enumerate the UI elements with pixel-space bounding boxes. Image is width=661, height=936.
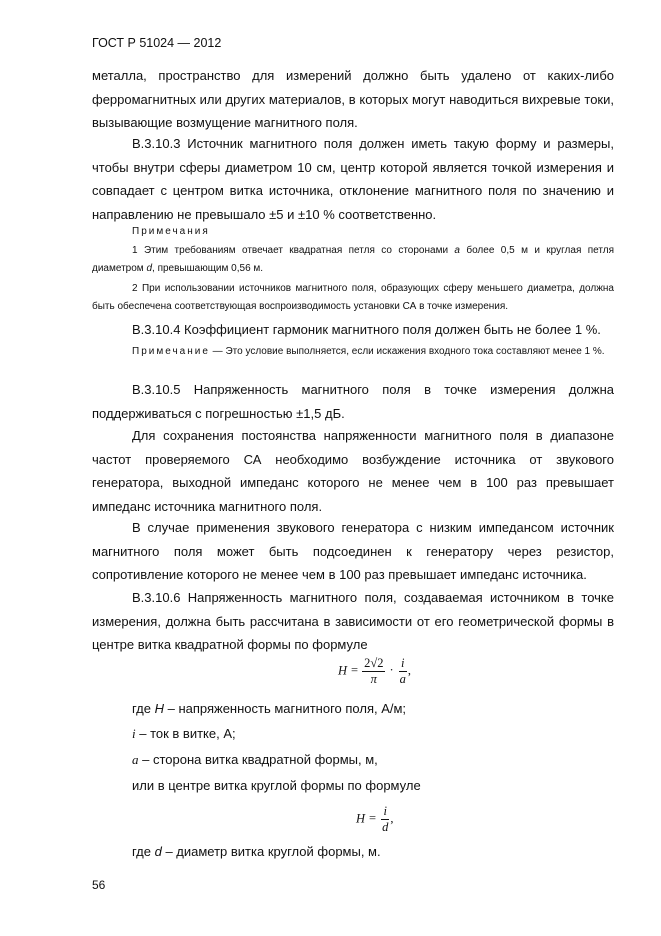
or-round-loop: или в центре витка круглой формы по формуле [132,778,421,793]
formula1-den1: π [370,672,377,686]
where-h [92,697,614,721]
where-h-symbol: H [154,701,164,716]
notes-heading: Примечания [132,226,210,237]
note-1-text-b: более 0,5 м и круглая петля диаметром [92,245,614,274]
where-a [92,748,614,772]
formula1-num2: i [401,656,405,670]
where-h-text: – напряженность магнитного поля, А/м; [163,701,407,716]
where-a-symbol: a [132,752,139,767]
intro-paragraph: металла, пространство для измерений должно быть удалено от каких-либо ферромагнитных или других материалов, в которых могут наводиться вихревые токи, вызывающие возмущение магнитного поля. [92,68,614,130]
formula1-dot: · [389,663,394,678]
formula2-frac [380,804,390,835]
note-1-var-d: d [146,263,153,274]
note-2: 2 При использовании источников магнитного поля, образующих сферу меньшего диаметра, должна быть обеспечена соответствующая воспроизводимость установки СА в точке измерения. [92,283,614,312]
formula2-num: i [383,804,387,818]
formula1-frac2 [398,656,408,687]
formula-square-loop [338,656,411,687]
where-i-symbol: i [132,726,136,741]
page-number: 56 [92,878,106,892]
note-3-label: Примечание [132,346,210,357]
formula2-tail: , [390,811,394,826]
where-d-text: – диаметр витка круглой формы, м. [161,844,381,859]
page-header: ГОСТ Р 51024 — 2012 [92,36,222,50]
note-1 [92,242,614,278]
formula2-den: d [382,820,389,834]
formula2-eq: = [369,811,377,826]
formula1-lhs: H [338,663,348,678]
note-1-text-c: , превышающим 0,56 м. [152,263,264,274]
formula1-num1: 2√2 [364,656,384,670]
where-i [92,722,614,746]
note-3 [92,343,614,361]
where-a-text: – сторона витка квадратной формы, м, [138,752,378,767]
paragraph-b3103: В.3.10.3 Источник магнитного поля должен иметь такую форму и размеры, чтобы внутри сферы диаметром 10 см, центр которой является точкой измерения и совпадает с центром витка источника, отклонение магнитного поля по значению и направлению не превышало ±5 и ±10 % соответственно. [92,136,614,222]
paragraph-generator: В случае применения звукового генератора с низким импедансом источник магнитного поля может быть подсоединен к генератору через резистор, сопротивление которого не менее чем в 100 раз превышает импеданс источника. [92,520,614,582]
where-d-symbol: d [154,844,162,859]
where-i-text: – ток в витке, А; [135,726,236,741]
paragraph-b3104: В.3.10.4 Коэффициент гармоник магнитного поля должен быть не более 1 %. [132,322,601,337]
note-3-text: — Это условие выполняется, если искажения входного тока составляют менее 1 %. [209,346,605,357]
note-1-var-a: a [454,245,460,256]
where-d [92,840,614,864]
formula1-tail: , [407,663,412,678]
formula1-frac1 [362,656,385,687]
note-1-text-a: 1 Этим требованиям отвечает квадратная петля со сторонами [132,245,455,256]
paragraph-b3105: В.3.10.5 Напряженность магнитного поля в точке измерения должна поддерживаться с погрешностью ±1,5 дБ. [92,382,614,421]
paragraph-b3106: В.3.10.6 Напряженность магнитного поля, создаваемая источником в точке измерения, должна быть рассчитана в зависимости от его геометрической формы в центре витка квадратной формы по формуле [92,590,614,652]
paragraph-constancy: Для сохранения постоянства напряженности магнитного поля в диапазоне частот проверяемого СА необходимо возбуждение источника от звукового генератора, выходной импеданс которого не менее чем в 100 раз превышает импеданс источника магнитного поля. [92,428,614,514]
where-h-prefix: где [132,701,155,716]
where-d-prefix: где [132,844,155,859]
formula2-lhs: H [356,811,366,826]
formula1-den2: a [399,672,406,686]
formula-round-loop [356,804,393,835]
formula1-eq: = [351,663,359,678]
